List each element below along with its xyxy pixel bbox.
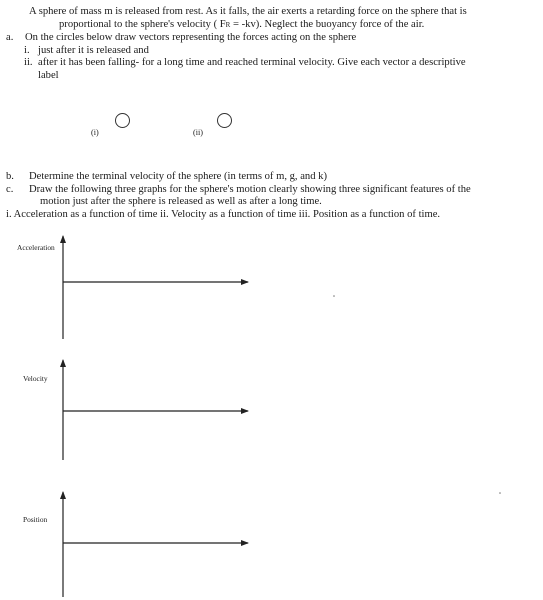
position-axes bbox=[63, 492, 248, 597]
part-a-item-1-text: just after it is released and bbox=[38, 45, 149, 56]
acceleration-axis-label: Acceleration bbox=[17, 243, 55, 252]
velocity-axes bbox=[63, 360, 248, 460]
part-a-item-1-marker: i. bbox=[24, 45, 30, 56]
part-a-marker: a. bbox=[6, 32, 14, 43]
intro-line-1: A sphere of mass m is released from rest. As it falls, the air exerts a retarding force on the sphere that is bbox=[29, 6, 467, 17]
part-a-item-2-continuation: label bbox=[38, 70, 59, 81]
part-b-text: Determine the terminal velocity of the sphere (in terms of m, g, and k) bbox=[29, 171, 328, 182]
part-c-marker: c. bbox=[6, 184, 14, 195]
part-a-text: On the circles below draw vectors representing the forces acting on the sphere bbox=[25, 32, 357, 43]
speck bbox=[333, 295, 335, 297]
part-a-item-2-marker: ii. bbox=[24, 57, 33, 68]
part-b-marker: b. bbox=[6, 171, 14, 182]
part-a-item-2-text: after it has been falling- for a long time and reached terminal velocity. Give each vector a descriptive bbox=[38, 57, 466, 68]
circle-label-i: (i) bbox=[91, 128, 99, 137]
intro-line-2-tail: = -kv). Neglect the buoyancy force of the air. bbox=[230, 19, 425, 30]
velocity-axis-label: Velocity bbox=[23, 374, 48, 383]
part-c-text: Draw the following three graphs for the sphere's motion clearly showing three significant features of the bbox=[29, 184, 471, 195]
graph-list: i. Acceleration as a function of time ii. Velocity as a function of time iii. Position as a function of time. bbox=[6, 209, 441, 220]
part-c-continuation: motion just after the sphere is released as well as after a long time. bbox=[40, 196, 322, 207]
position-axis-label: Position bbox=[23, 515, 48, 524]
force-subscript: R bbox=[225, 21, 231, 29]
circle-label-ii: (ii) bbox=[193, 128, 204, 137]
acceleration-axes bbox=[63, 236, 248, 339]
speck bbox=[499, 492, 501, 494]
intro-line-2-text: proportional to the sphere's velocity ( F bbox=[59, 19, 226, 30]
